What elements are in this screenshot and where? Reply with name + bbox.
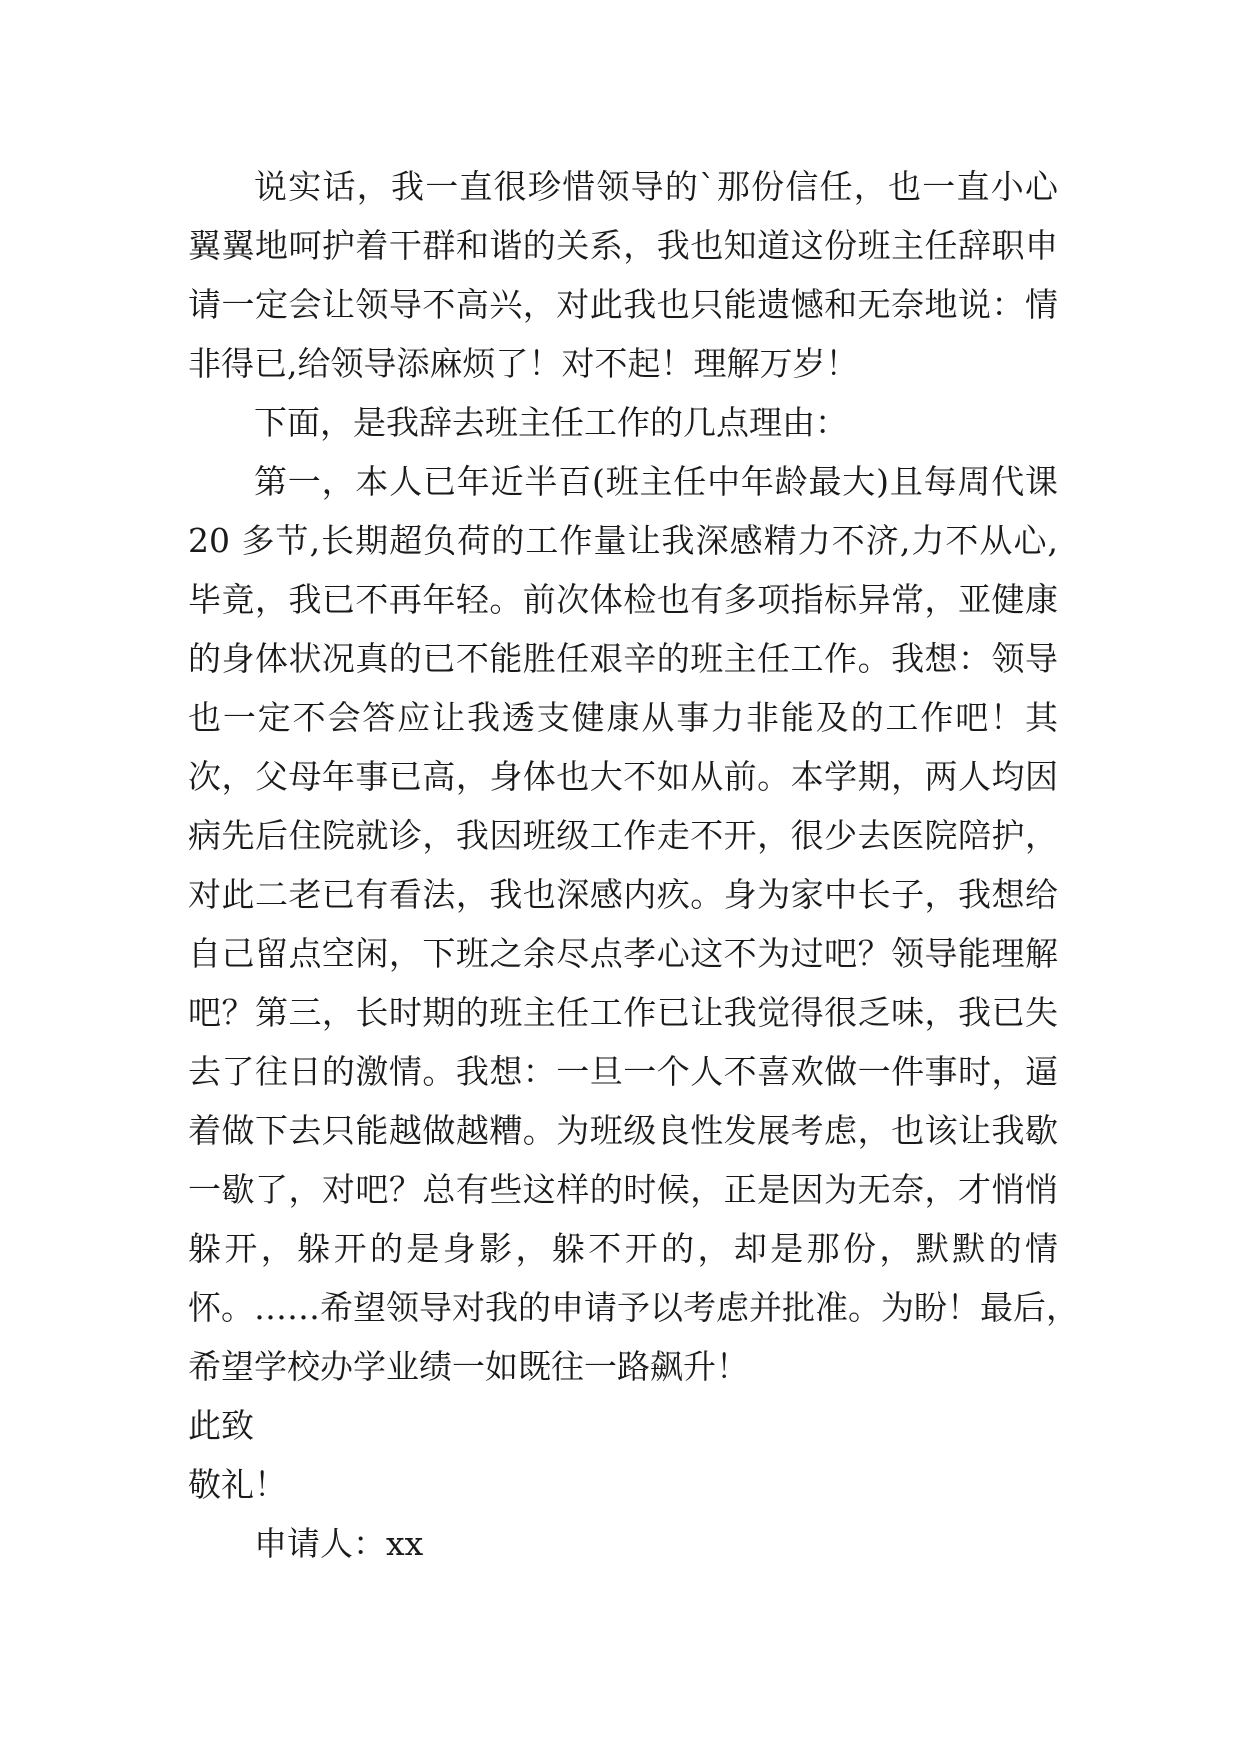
text-line: 自己留点空闲，下班之余尽点孝心这不为过吧？领导能理解 [188,934,1058,973]
text-line: 吧？第三，长时期的班主任工作已让我觉得很乏味，我已失 [188,993,1058,1032]
text-line: 躲开，躲开的是身影，躲不开的，却是那份，默默的情 [188,1229,1058,1268]
text-line: 病先后住院就诊，我因班级工作走不开，很少去医院陪护， [188,816,1058,855]
text-line: 下面，是我辞去班主任工作的几点理由： [254,403,848,442]
text-line: 20 多节,长期超负荷的工作量让我深感精力不济,力不从心, [188,521,1058,560]
text-line: 请一定会让领导不高兴，对此我也只能遗憾和无奈地说：情 [188,285,1058,324]
text-line: 希望学校办学业绩一如既往一路飙升！ [188,1347,749,1386]
text-line: 说实话，我一直很珍惜领导的`那份信任，也一直小心 [254,167,1058,206]
text-line: 毕竟，我已不再年轻。前次体检也有多项指标异常，亚健康 [188,580,1058,619]
text-line: 的身体状况真的已不能胜任艰辛的班主任工作。我想：领导 [188,639,1058,678]
closing-salutation: 此致 [188,1406,254,1445]
text-line: 翼翼地呵护着干群和谐的关系，我也知道这份班主任辞职申 [188,226,1058,265]
text-line: 一歇了，对吧？总有些这样的时候，正是因为无奈，才悄悄 [188,1170,1058,1209]
text-line: 去了往日的激情。我想：一旦一个人不喜欢做一件事时，逼 [188,1052,1058,1091]
text-line: 第一，本人已年近半百(班主任中年龄最大)且每周代课 [254,462,1058,501]
closing-regards: 敬礼！ [188,1465,287,1504]
text-line: 次，父母年事已高，身体也大不如从前。本学期，两人均因 [188,757,1058,796]
applicant-signature: 申请人：xx [254,1524,424,1563]
letter-body [188,157,1079,1573]
text-line: 非得已,给领导添麻烦了！对不起！理解万岁！ [188,344,859,383]
text-line: 怀。……希望领导对我的申请予以考虑并批准。为盼！最后， [188,1288,1079,1327]
text-line: 对此二老已有看法，我也深感内疚。身为家中长子，我想给 [188,875,1058,914]
text-line: 也一定不会答应让我透支健康从事力非能及的工作吧！其 [188,698,1058,737]
text-line: 着做下去只能越做越糟。为班级良性发展考虑，也该让我歇 [188,1111,1058,1150]
